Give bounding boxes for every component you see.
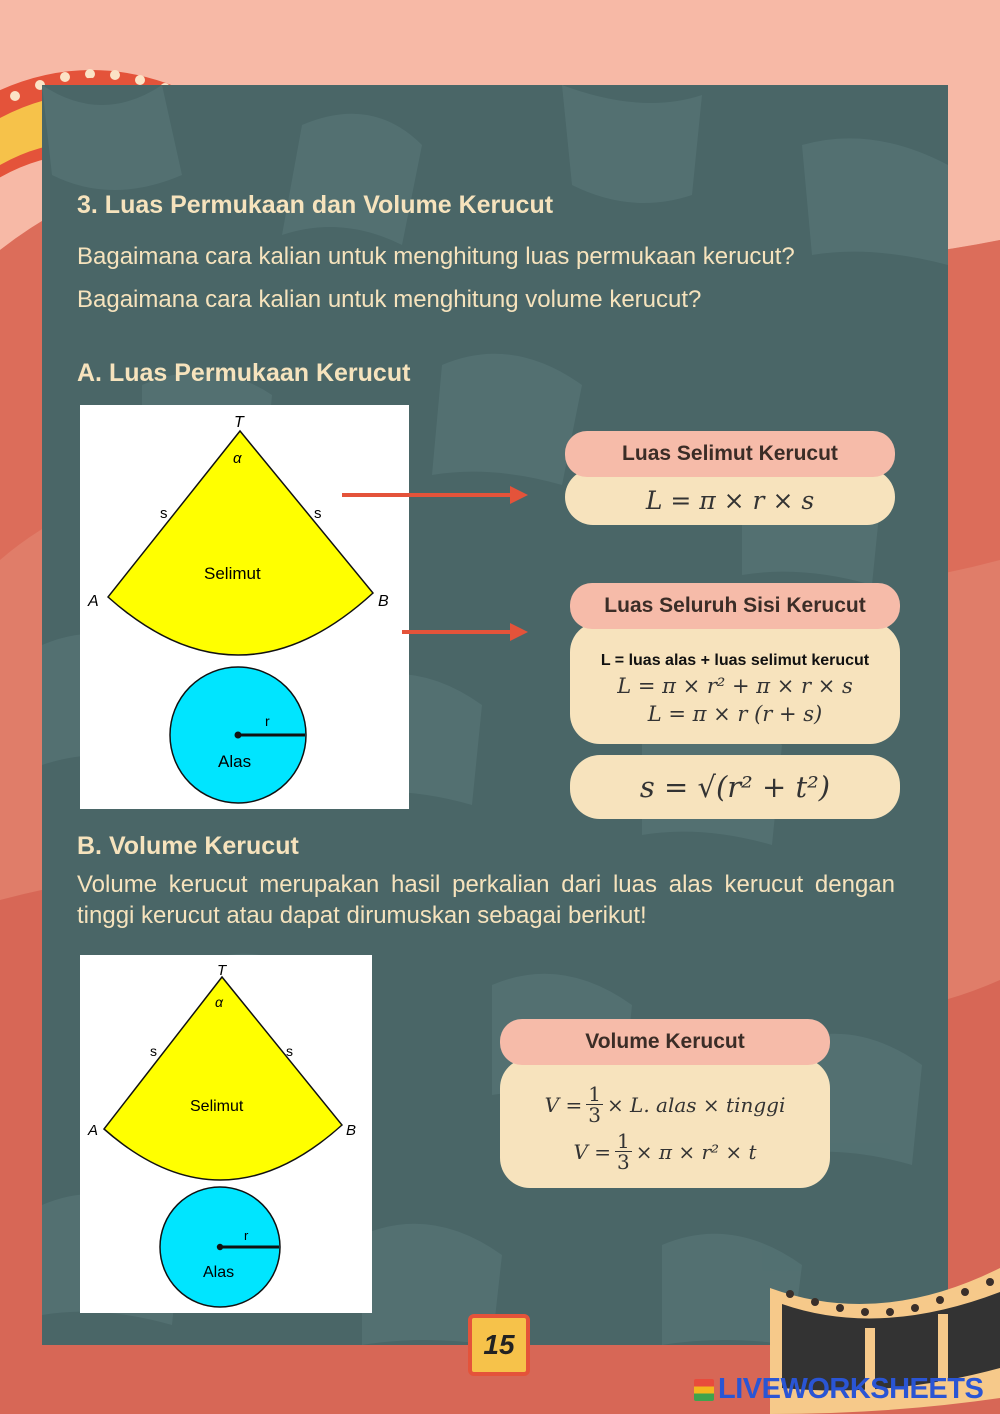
arrow-to-selimut-icon bbox=[340, 484, 530, 506]
cone-net-diagram-a bbox=[80, 405, 409, 809]
arrow-to-seluruh-icon bbox=[400, 621, 530, 643]
slant-height-formula-box bbox=[570, 755, 900, 819]
volume-title: Volume Kerucut bbox=[500, 1019, 830, 1065]
luas-selimut-formula-box bbox=[565, 469, 895, 525]
luas-seluruh-formula-1: L = π × r² + π × r × s bbox=[617, 674, 853, 698]
liveworksheets-icon bbox=[694, 1379, 714, 1401]
brand-label: LIVEWORKSHEETS bbox=[718, 1373, 984, 1405]
slant-left-label-b: s bbox=[150, 1043, 157, 1059]
page-number: 15 bbox=[468, 1314, 530, 1376]
slant-left-label: s bbox=[160, 505, 168, 522]
apex-label: T bbox=[234, 414, 244, 431]
luas-seluruh-title: Luas Seluruh Sisi Kerucut bbox=[570, 583, 900, 629]
sector-label: Selimut bbox=[204, 564, 261, 583]
slant-right-label: s bbox=[314, 505, 322, 522]
question-2: Bagaimana cara kalian untuk menghitung volume kerucut? bbox=[77, 286, 702, 313]
slant-height-formula: s = √(r² + t²) bbox=[639, 770, 831, 804]
main-heading: 3. Luas Permukaan dan Volume Kerucut bbox=[77, 191, 554, 219]
sector-label-b: Selimut bbox=[190, 1098, 244, 1115]
point-a-label-b: A bbox=[88, 1122, 99, 1139]
luas-seluruh-definition: L = luas alas + luas selimut kerucut bbox=[600, 652, 870, 669]
liveworksheets-logo[interactable] bbox=[694, 1373, 983, 1406]
section-a-title: A. Luas Permukaan Kerucut bbox=[77, 359, 411, 387]
slant-right-label-b: s bbox=[286, 1043, 293, 1059]
angle-label-b: α bbox=[215, 994, 223, 1010]
radius-label: r bbox=[265, 713, 270, 729]
cone-net-diagram-b bbox=[80, 955, 372, 1313]
luas-selimut-title: Luas Selimut Kerucut bbox=[565, 431, 895, 477]
question-1: Bagaimana cara kalian untuk menghitung luas permukaan kerucut? bbox=[77, 243, 795, 270]
apex-label-b: T bbox=[217, 962, 227, 979]
volume-formula-2: V = $\frac{1}{3}$ × π × r² × t bbox=[573, 1129, 757, 1174]
angle-label: α bbox=[233, 450, 242, 467]
point-b-label: B bbox=[378, 593, 389, 610]
base-label-b: Alas bbox=[203, 1264, 235, 1281]
volume-formula-box bbox=[500, 1058, 830, 1188]
luas-seluruh-formula-box bbox=[570, 622, 900, 744]
radius-label-b: r bbox=[244, 1228, 249, 1243]
luas-selimut-formula: L = π × r × s bbox=[645, 485, 815, 515]
volume-formula-1: V = $\frac{1}{3}$ × L. alas × tinggi bbox=[544, 1082, 786, 1127]
luas-seluruh-formula-2: L = π × r (r + s) bbox=[647, 702, 823, 726]
point-a-label: A bbox=[88, 593, 99, 610]
section-b-title: B. Volume Kerucut bbox=[77, 832, 299, 860]
point-b-label-b: B bbox=[346, 1122, 357, 1139]
section-b-text: Volume kerucut merupakan hasil perkalian dari luas alas kerucut dengan tinggi kerucut atau dapat dirumuskan sebagai berikut! bbox=[77, 871, 895, 929]
base-label: Alas bbox=[218, 752, 252, 771]
